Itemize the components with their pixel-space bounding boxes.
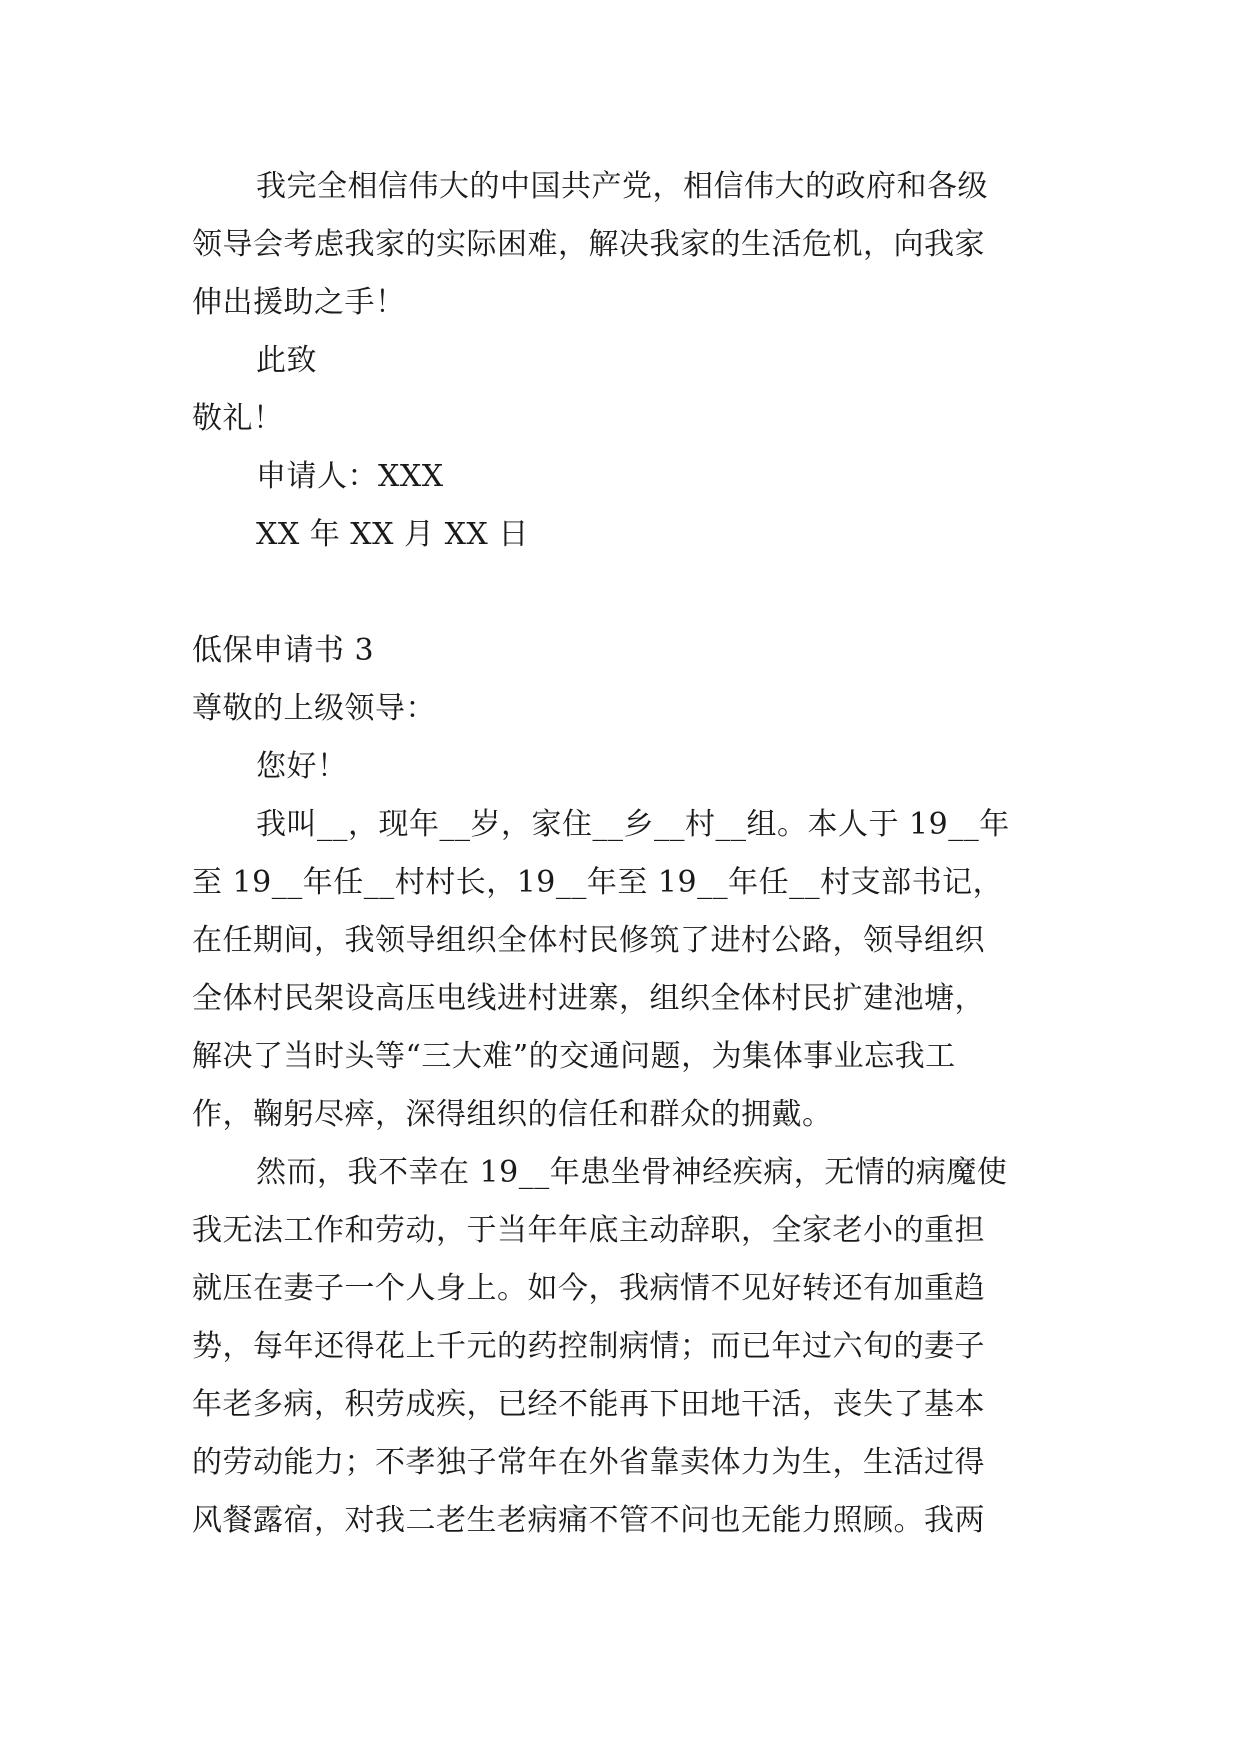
paragraph-line: 全体村民架设高压电线进村进寨，组织全体村民扩建池塘， (192, 981, 985, 1016)
applicant-line: 申请人：XXX (256, 459, 444, 494)
paragraph-line: 作，鞠躬尽瘁，深得组织的信任和群众的拥戴。 (192, 1097, 833, 1132)
paragraph-line: 伸出援助之手！ (192, 285, 406, 320)
paragraph-line: 风餐露宿，对我二老生老病痛不管不问也无能力照顾。我两 (192, 1503, 985, 1538)
paragraph-line: 就压在妻子一个人身上。如今，我病情不见好转还有加重趋 (192, 1271, 985, 1306)
paragraph-line: 我叫__，现年__岁，家住__乡__村__组。本人于 19__年 (256, 807, 1010, 842)
recipient-line: 尊敬的上级领导： (192, 691, 436, 726)
paragraph-line: 年老多病，积劳成疾，已经不能再下田地干活，丧失了基本 (192, 1387, 985, 1422)
paragraph-line: 的劳动能力；不孝独子常年在外省靠卖体力为生，生活过得 (192, 1445, 985, 1480)
paragraph-line: 领导会考虑我家的实际困难，解决我家的生活危机，向我家 (192, 227, 985, 262)
paragraph-line: 至 19__年任__村村长，19__年至 19__年任__村支部书记， (192, 865, 1004, 900)
paragraph-line: 解决了当时头等“三大难”的交通问题，为集体事业忘我工 (192, 1039, 956, 1074)
greeting-line: 您好！ (256, 749, 348, 784)
paragraph-line: 在任期间，我领导组织全体村民修筑了进村公路，领导组织 (192, 923, 985, 958)
paragraph-line: 我完全相信伟大的中国共产党，相信伟大的政府和各级 (256, 169, 988, 204)
paragraph-line: 然而，我不幸在 19__年患坐骨神经疾病，无情的病魔使 (256, 1155, 1008, 1190)
paragraph-line: 势，每年还得花上千元的药控制病情；而已年过六旬的妻子 (192, 1329, 985, 1364)
closing-text: 此致 (256, 343, 317, 378)
date-line: XX 年 XX 月 XX 日 (256, 517, 529, 552)
section-title: 低保申请书 3 (192, 633, 375, 668)
salute-text: 敬礼！ (192, 401, 284, 436)
paragraph-line: 我无法工作和劳动，于当年年底主动辞职，全家老小的重担 (192, 1213, 985, 1248)
